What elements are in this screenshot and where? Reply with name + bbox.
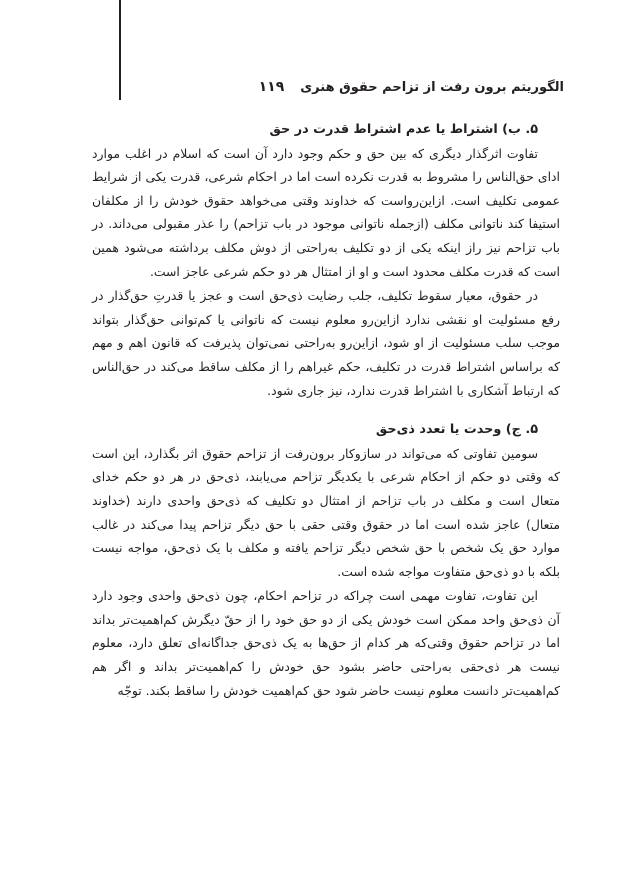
section-heading: ۵. ب) اشتراط یا عدم اشتراط قدرت در حق	[269, 122, 538, 137]
paragraph: سومین تفاوتی که می‌تواند در سازوکار برون‌رفت از تزاحم حقوق اثر بگذارد، این است که وقتی دو حکم از احکام شرعی با یکدیگر تزاحم می‌یابند، ذی‌حق در هر دو حکم خدای متعال است و مکلف در باب تزاحم از امتثال دو تکلیف که ذی‌حق واحدی دارند (خداوند متعال) عاجز شده است اما در حقوق وقتی حقی با حق دیگر تزاحم پیدا می‌کند در غالب موارد حق یک شخص با حق شخص دیگر تزاحم یافته و مکلف با یک ذی‌حق، مواجه نیست بلکه با دو ذی‌حق متفاوت مواجه شده است.	[92, 445, 560, 579]
running-title: الگوریتم برون رفت از تزاحم حقوق هنری	[300, 79, 564, 95]
page-number: ۱۱۹	[258, 79, 285, 95]
section-heading: ۵. ج) وحدت یا تعدد ذی‌حق	[375, 422, 538, 438]
page-body	[92, 118, 560, 702]
running-header	[90, 76, 564, 98]
paragraph: این تفاوت، تفاوت مهمی است چراکه در تزاحم احکام، چون ذی‌حق واحدی وجود دارد آن ذی‌حق واحد ممکن است خودش یکی از دو حق خود را از حقّ دیگرش کم‌اهمیت‌تر بداند اما در تزاحم حقوق وقتی‌که هر کدام از حق‌ها به یک ذی‌حق جداگانه‌ای تعلق دارد، معلوم نیست هر ذی‌حقی به‌راحتی حاضر بشود حق خودش را کم‌اهمیت‌تر بداند و اگر هم کم‌اهمیت‌تر دانست معلوم نیست حاضر شود حق کم‌اهمیت خودش را ساقط بکند. توجّه	[92, 588, 560, 698]
paragraph: در حقوق، معیار سقوط تکلیف، جلب رضایت ذی‌حق است و عجز یا قدرتِ حق‌گذار در رفع مسئولیت او نقشی ندارد ازاین‌رو معلوم نیست که ناتوانی یا کم‌توانی حق‌گذار بتواند موجب سلب مسئولیت از او شود، ازاین‌رو به‌راحتی نمی‌توان پذیرفت که قانون اهم و مهم که براساس اشتراط قدرت در تکلیف، حکم غیراهم را از مکلف ساقط می‌کند در حق‌الناس که ارتباط آشکاری با اشتراط قدرت ندارد، نیز جاری شود.	[92, 288, 560, 398]
paragraph: تفاوت اثرگذار دیگری که بین حق و حکم وجود دارد آن است که اسلام در اغلب موارد ادای حق‌الناس را مشروط به قدرت نکرده است اما در احکام شرعی، قدرت یکی از شرایط عمومی تکلیف است. ازاین‌رواست که خداوند وقتی می‌خواهد حقوق خودش را از مکلفان استیفا کند ناتوانی مکلف (ازجمله ناتوانی موجود در باب تزاحم) را عذر مقبولی می‌داند. در باب تزاحم نیز راز اینکه یکی از دو تکلیف به‌راحتی از دوش مکلف برداشته می‌شود همین است که قدرت مکلف محدود است و او از امتثال هر دو حکم شرعی عاجز است.	[92, 145, 560, 279]
